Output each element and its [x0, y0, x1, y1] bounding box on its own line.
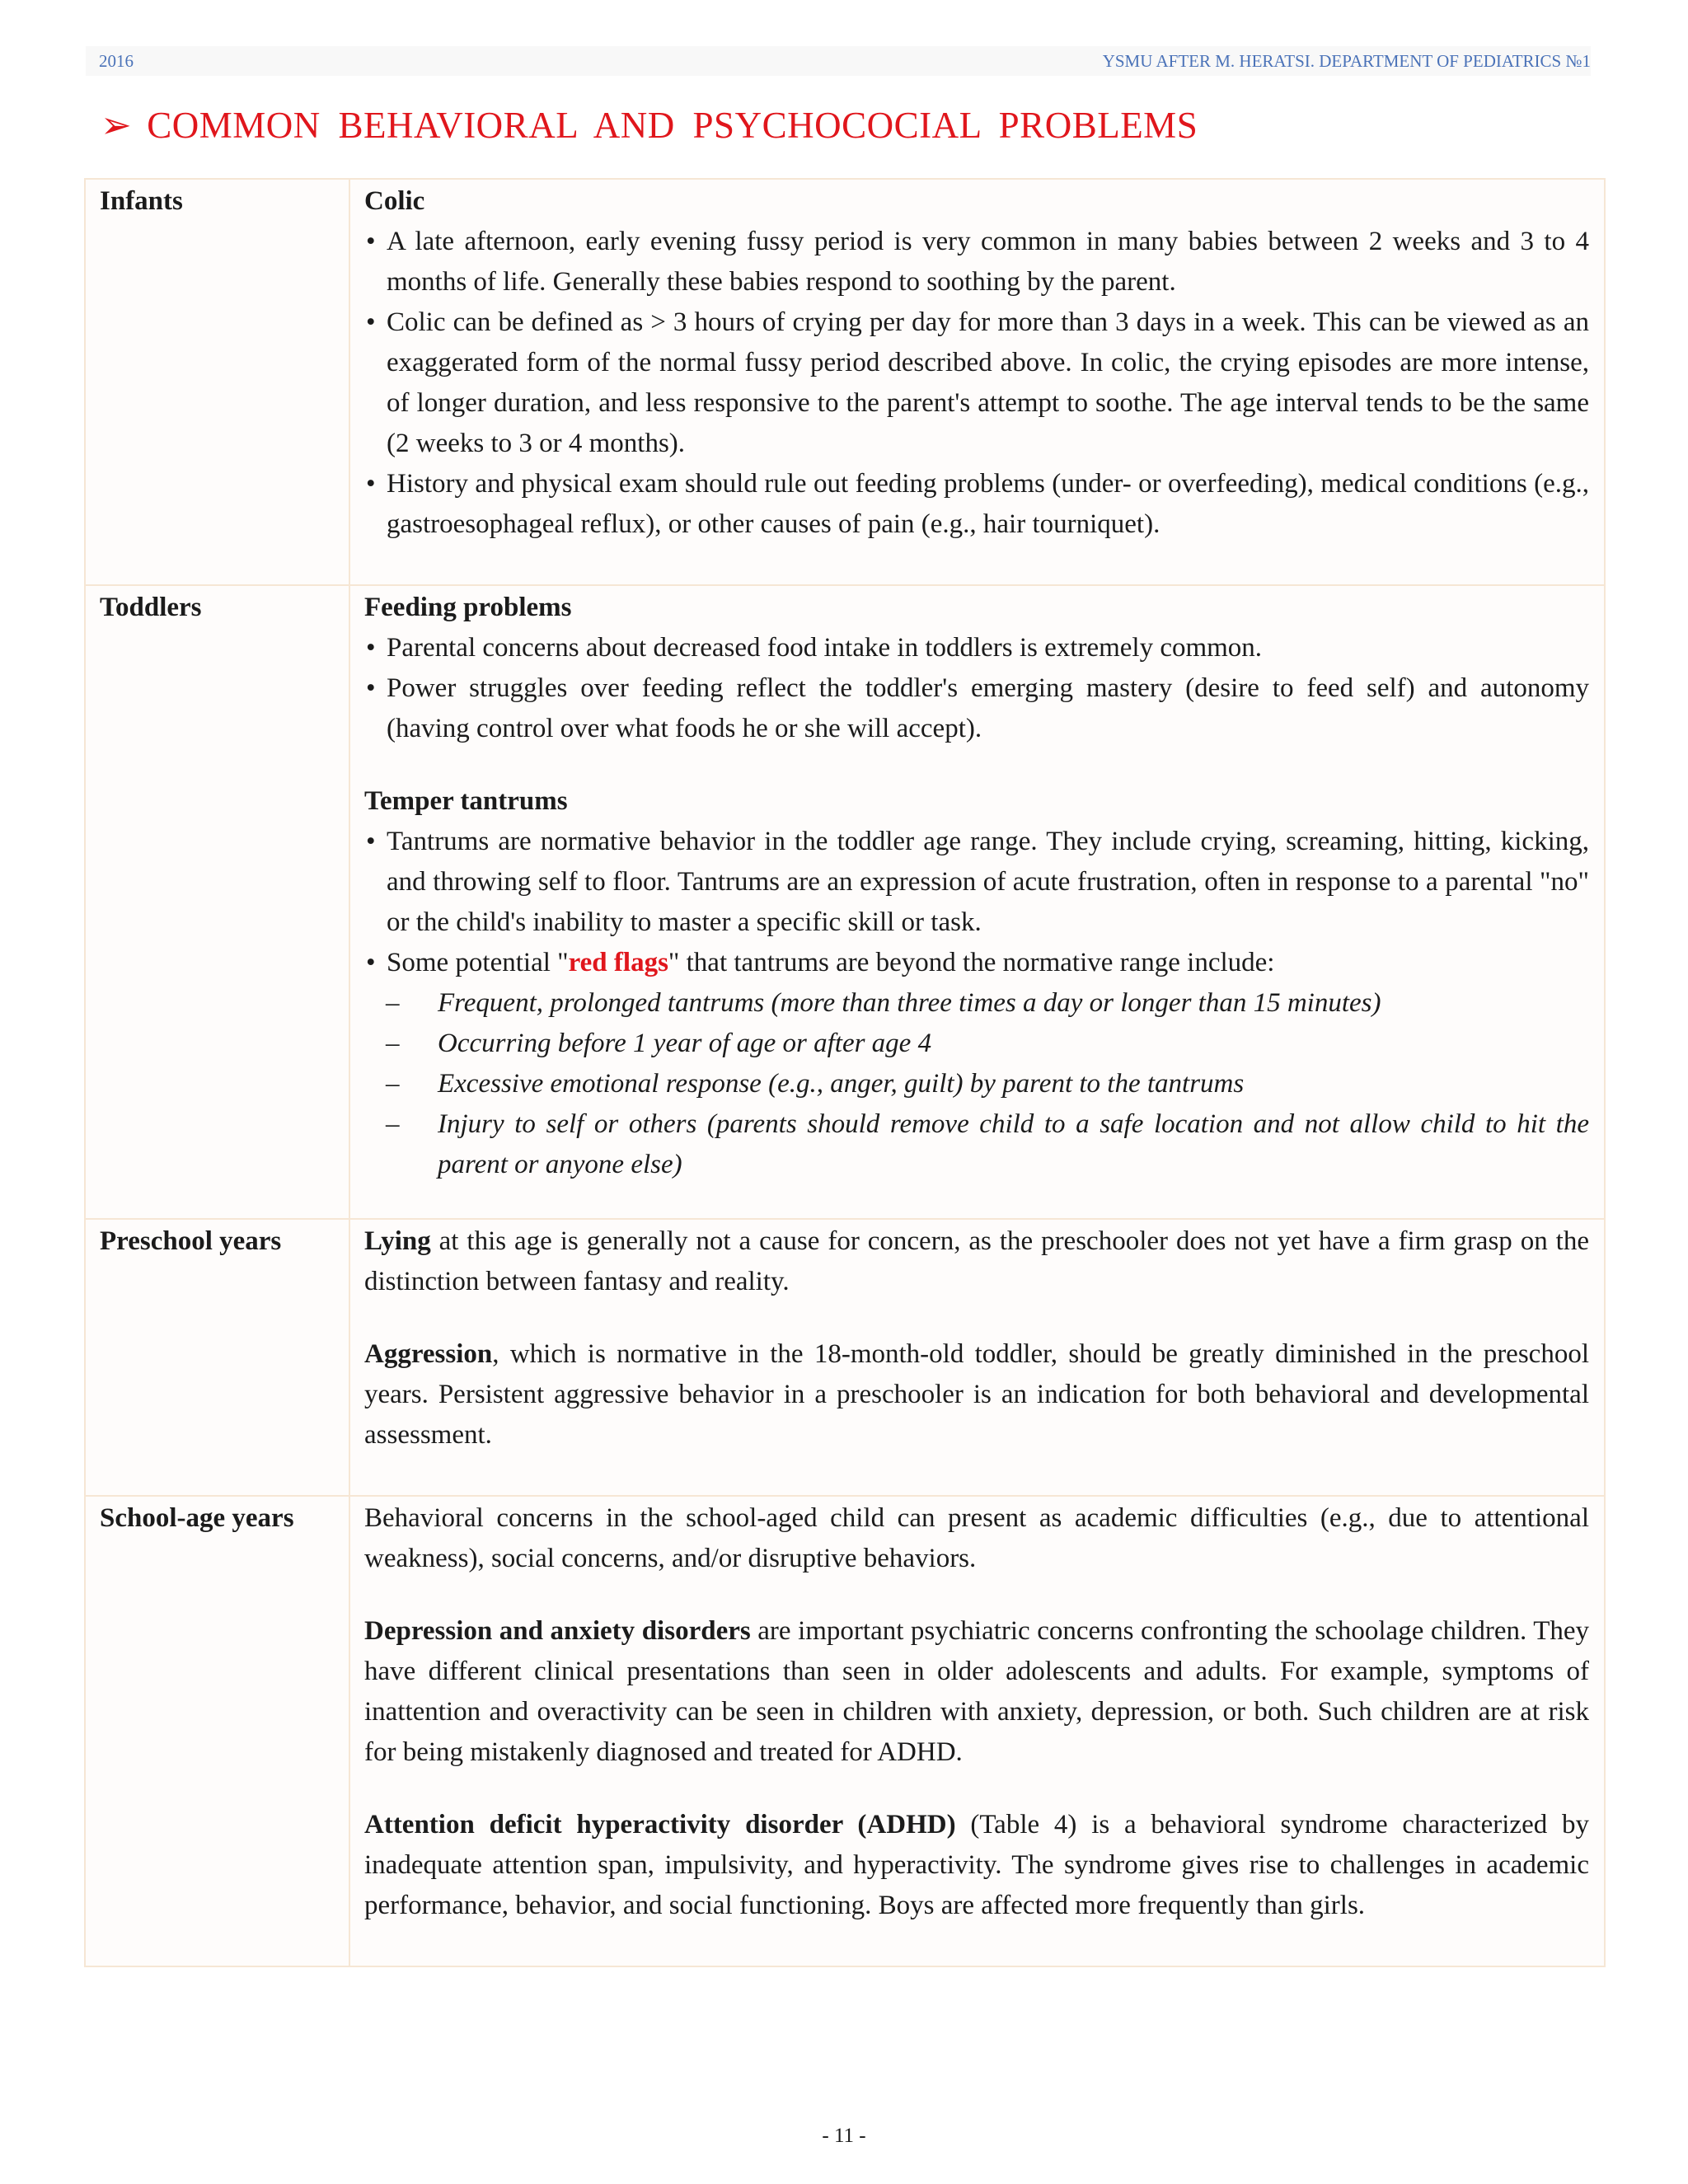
list-item: • Power struggles over feeding reflect the toddler's emerging mastery (desire to feed self) and autonomy (having control over what foods he or she will accept). [364, 668, 1589, 749]
list-item: • A late afternoon, early evening fussy period is very common in many babies between 2 weeks and 3 to 4 months of life. Generally these babies respond to soothing by the parent. [364, 222, 1589, 302]
list-item [364, 943, 1589, 983]
aggression-text: , which is normative in the 18-month-old toddler, should be greatly diminished in the preschool years. Persistent aggressive behavior in a preschooler is an indication for both behavioral and developmental assessment. [364, 1339, 1589, 1450]
adhd-term: Attention deficit hyperactivity disorder (ADHD) [364, 1810, 956, 1840]
temper-tantrums-heading: Temper tantrums [364, 786, 568, 816]
depression-term: Depression and anxiety disorders [364, 1616, 751, 1646]
content-preschool [349, 1219, 1605, 1496]
spacer [364, 1579, 1589, 1611]
age-label-toddlers: Toddlers [85, 585, 349, 1219]
content-infants [349, 179, 1605, 585]
age-label-preschool: Preschool years [85, 1219, 349, 1496]
list-item: • Colic can be defined as > 3 hours of crying per day for more than 3 days in a week. This can be viewed as an exaggerated form of the normal fussy period described above. In colic, the crying episodes are more intense, of longer duration, and less responsive to the parent's attempt to soothe. The age interval tends to be the same (2 weeks to 3 or 4 months). [364, 302, 1589, 464]
aggression-paragraph [364, 1334, 1589, 1455]
table-row-preschool [85, 1219, 1605, 1496]
lying-paragraph [364, 1221, 1589, 1302]
age-label-school-age: School-age years [85, 1496, 349, 1966]
list-item: – Occurring before 1 year of age or after age 4 [364, 1024, 1589, 1064]
feeding-problems-heading: Feeding problems [364, 593, 572, 622]
arrow-bullet-icon: ➢ [101, 105, 133, 146]
table-row-toddlers [85, 585, 1605, 1219]
feeding-bullets [364, 628, 1589, 749]
red-flags-term: red flags [568, 948, 668, 977]
page-title-text: COMMON BEHAVIORAL AND PSYCHOCOCIAL PROBLEMS [147, 105, 1198, 146]
problems-table [84, 178, 1606, 1967]
table-row-infants [85, 179, 1605, 585]
list-item: – Frequent, prolonged tantrums (more than three times a day or longer than 15 minutes) [364, 983, 1589, 1024]
adhd-paragraph [364, 1805, 1589, 1926]
red-flags-intro-end: " that tantrums are beyond the normative range include: [668, 948, 1275, 977]
content-school-age [349, 1496, 1605, 1966]
depression-text: are important psychiatric concerns confronting the schoolage children. They have different clinical presentations than seen in older adolescents and adults. For example, symptoms of inattention and overactivity can be seen in children with anxiety, depression, or both. Such children are at risk for being mistakenly diagnosed and treated for ADHD. [364, 1616, 1589, 1767]
spacer [364, 1773, 1589, 1805]
lying-text: at this age is generally not a cause for concern, as the preschooler does not yet have a firm grasp on the distinction between fantasy and reality. [364, 1226, 1589, 1296]
header-department: YSMU AFTER M. HERATSI. DEPARTMENT OF PEDIATRICS №1 [1102, 51, 1591, 71]
red-flags-list [364, 983, 1589, 1185]
page-title [101, 101, 1198, 150]
spacer [364, 1302, 1589, 1334]
list-item: • History and physical exam should rule out feeding problems (under- or overfeeding), medical conditions (e.g., gastroesophageal reflux), or other causes of pain (e.g., hair tourniquet). [364, 464, 1589, 545]
age-label-infants: Infants [85, 179, 349, 585]
list-item: • Tantrums are normative behavior in the toddler age range. They include crying, screaming, hitting, kicking, and throwing self to floor. Tantrums are an expression of acute frustration, often in response to a parental "no" or the child's inability to master a specific skill or task. [364, 822, 1589, 943]
list-item: • Parental concerns about decreased food intake in toddlers is extremely common. [364, 628, 1589, 668]
list-item: – Injury to self or others (parents should remove child to a safe location and not allow child to hit the parent or anyone else) [364, 1104, 1589, 1185]
behavioral-concerns-paragraph: Behavioral concerns in the school-aged child can present as academic difficulties (e.g., due to attentional weakness), social concerns, and/or disruptive behaviors. [364, 1503, 1589, 1573]
tantrum-bullets [364, 822, 1589, 983]
header-year: 2016 [99, 51, 134, 71]
spacer [364, 749, 1589, 781]
red-flags-intro: Some potential " [387, 948, 569, 977]
colic-heading: Colic [364, 186, 425, 216]
content-toddlers [349, 585, 1605, 1219]
colic-bullets [364, 222, 1589, 545]
aggression-term: Aggression [364, 1339, 493, 1369]
page-header [86, 46, 1591, 76]
depression-paragraph [364, 1611, 1589, 1773]
table-row-school-age [85, 1496, 1605, 1966]
lying-term: Lying [364, 1226, 431, 1256]
page-number: - 11 - [822, 2125, 866, 2147]
adhd-text: (Table 4) is a behavioral syndrome characterized by inadequate attention span, impulsivity, and hyperactivity. The syndrome gives rise to challenges in academic performance, behavior, and social functioning. Boys are affected more frequently than girls. [364, 1810, 1589, 1920]
list-item: – Excessive emotional response (e.g., anger, guilt) by parent to the tantrums [364, 1064, 1589, 1104]
